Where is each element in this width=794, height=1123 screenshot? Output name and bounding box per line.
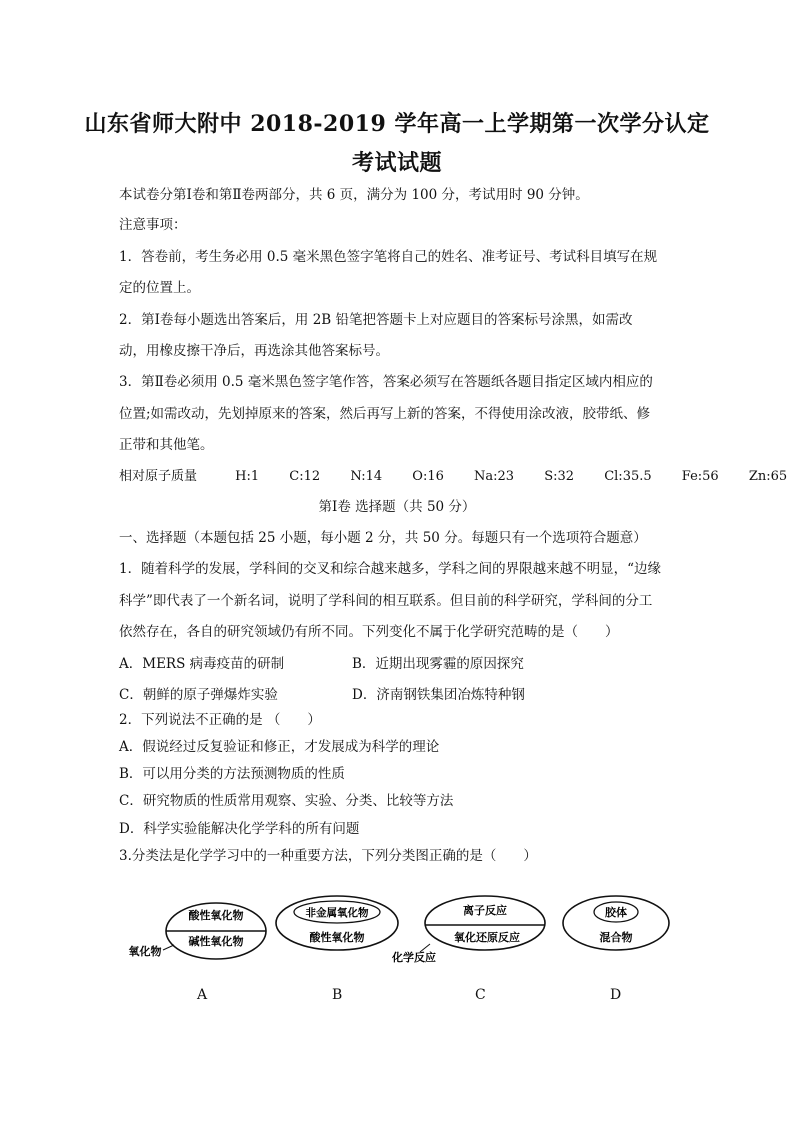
notice-item-2-line-2: 动，用橡皮擦干净后，再选涂其他答案标号。 (119, 343, 389, 359)
diagram-b-inner-label: 非金属氧化物 (305, 907, 369, 919)
diagram-d-option-label: D (610, 987, 622, 1003)
diagram-a (129, 903, 267, 959)
diagram-c-top-label: 离子反应 (463, 904, 507, 917)
q2-option-d: D．科学实验能解决化学学科的所有问题 (119, 821, 360, 837)
mass-na: Na:23 (474, 469, 515, 484)
q1-option-d: D．济南钢铁集团冶炼特种钢 (352, 687, 525, 703)
mass-h: H:1 (235, 469, 260, 484)
diagram-d-outer-label: 混合物 (599, 931, 633, 944)
notice-item-1-line-1: 1．答卷前，考生务必用 0.5 毫米黑色签字笔将自己的姓名、准考证号、考试科目填写在规 (119, 249, 658, 265)
q1-stem-line-2: 科学”即代表了一个新名词，说明了学科间的相互联系。但目前的科学研究，学科间的分工 (119, 593, 653, 609)
mass-fe: Fe:56 (681, 469, 719, 484)
diagram-c-outer-label: 化学反应 (392, 951, 436, 964)
notice-item-1-line-2: 定的位置上。 (119, 280, 200, 296)
notice-item-2-line-1: 2．第Ⅰ卷每小题选出答案后，用 2B 铅笔把答题卡上对应题目的答案标号涂黑，如需改 (119, 312, 633, 328)
q1-stem-line-1: 1．随着科学的发展，学科间的交叉和综合越来越多，学科之间的界限越来越不明显，“边缘 (119, 561, 661, 577)
diagram-c (391, 896, 545, 964)
diagram-c-bottom-label: 氧化还原反应 (454, 931, 520, 944)
q2-option-b: B．可以用分类的方法预测物质的性质 (119, 766, 345, 782)
atomic-masses-label: 相对原子质量 (119, 469, 198, 484)
q1-stem-line-3: 依然存在，各自的研究领域仍有所不同。下列变化不属于化学研究范畴的是（ ） (119, 624, 619, 640)
mass-c: C:12 (289, 469, 321, 484)
diagram-a-bottom-label: 碱性氧化物 (188, 935, 244, 948)
diagram-a-option-label: A (197, 987, 208, 1003)
diagram-d (563, 896, 669, 950)
mass-n: N:14 (350, 469, 383, 484)
mass-o: O:16 (412, 469, 444, 484)
diagram-a-outer-label: 氧化物 (128, 945, 162, 958)
notice-item-3-line-1: 3．第Ⅱ卷必须用 0.5 毫米黑色签字笔作答，答案必须写在答题纸各题目指定区域内相应的 (119, 374, 653, 390)
q3-classification-diagrams (0, 888, 794, 1008)
mass-s: S:32 (544, 469, 575, 484)
exam-title-line2: 考试试题 (351, 150, 442, 176)
diagram-b-outer-label: 酸性氧化物 (309, 931, 365, 944)
diagram-c-option-label: C (475, 987, 486, 1003)
notice-item-3-line-2: 位置;如需改动，先划掉原来的答案，然后再写上新的答案，不得使用涂改液，胶带纸、修 (119, 406, 651, 422)
q2-stem: 2．下列说法不正确的是 （ ） (119, 712, 321, 728)
diagram-b-option-label: B (332, 987, 343, 1003)
mass-cl: Cl:35.5 (604, 469, 652, 484)
diagram-b (276, 896, 398, 950)
mass-zn: Zn:65 (748, 469, 788, 484)
q1-option-b: B．近期出现雾霾的原因探究 (352, 656, 524, 672)
q3-stem: 3.分类法是化学学习中的一种重要方法，下列分类图正确的是（ ） (119, 848, 537, 864)
q1-option-c: C．朝鲜的原子弹爆炸实验 (119, 687, 278, 703)
diagram-d-inner-label: 胶体 (605, 906, 627, 919)
q2-option-c: C．研究物质的性质常用观察、实验、分类、比较等方法 (119, 793, 454, 809)
part-1-heading: 一、选择题（本题包括 25 小题，每小题 2 分，共 50 分。每题只有一个选项符合题意） (119, 530, 647, 546)
q2-option-a: A．假说经过反复验证和修正，才发展成为科学的理论 (119, 739, 440, 755)
section-1-title: 第Ⅰ卷 选择题（共 50 分） (318, 499, 476, 515)
q1-option-a: A．MERS 病毒疫苗的研制 (119, 656, 285, 672)
notice-heading: 注意事项： (119, 217, 187, 233)
notice-item-3-line-3: 正带和其他笔。 (119, 437, 214, 453)
atomic-masses (119, 468, 788, 486)
intro-text: 本试卷分第Ⅰ卷和第Ⅱ卷两部分，共 6 页，满分为 100 分，考试用时 90 分钟。 (119, 187, 589, 203)
diagram-a-top-label: 酸性氧化物 (188, 909, 244, 922)
exam-title-line1: 山东省师大附中 2018-2019 学年高一上学期第一次学分认定 (84, 111, 710, 137)
